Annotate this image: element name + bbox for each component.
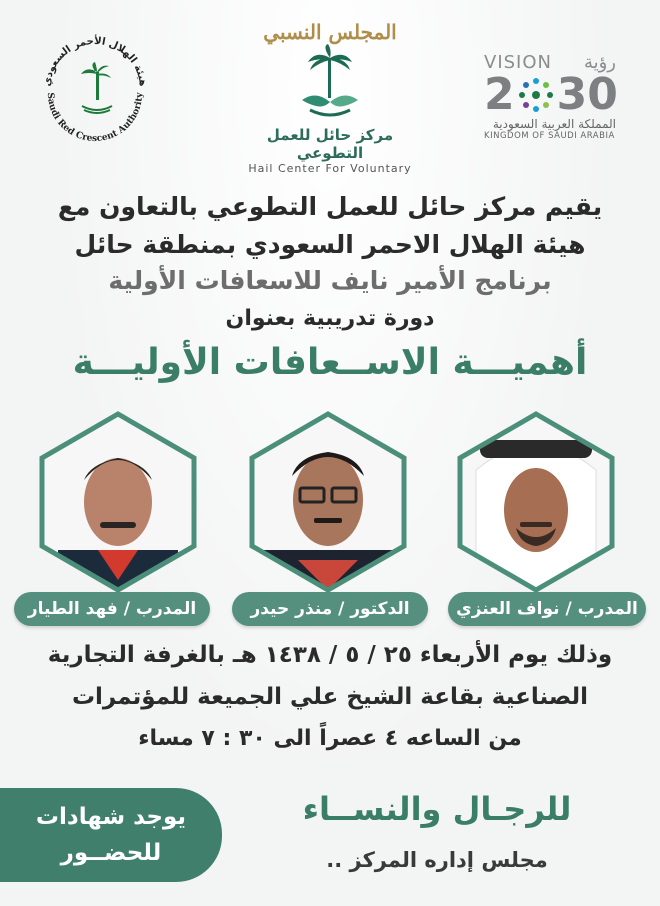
intro-line-4: دورة تدريبية بعنوان [225, 306, 435, 331]
red-crescent-arabic-text: هيئة الهلال الأحمر السعودي [41, 35, 149, 88]
trainer-name-tag-1: المدرب / فهد الطيار [14, 592, 210, 626]
trainer-photo-frame-3 [456, 410, 616, 594]
svg-text:Saudi Red Crescent Authority [45, 92, 145, 144]
signature-text: مجلس إداره المركز .. [326, 848, 548, 872]
badge-line-2: للحضــور [60, 840, 162, 866]
trainer-2-photo [248, 410, 408, 594]
intro-line-3: برنامج الأمير نايف للاسعافات الأولية [108, 266, 552, 295]
red-crescent-english-text: Saudi Red Crescent Authority [44, 92, 146, 145]
palm-hands-icon [290, 44, 370, 124]
hail-center-logo [235, 14, 425, 184]
vision-dots-icon [517, 76, 555, 114]
intro-line-2: هيئة الهلال الاحمر السعودي بمنطقة حائل [74, 230, 586, 259]
trainer-photo-frame-2 [248, 410, 408, 594]
vision-2030-logo [484, 52, 634, 152]
center-logo-calligraphy: المجلس النسبي [263, 20, 397, 44]
vision-year-2: 2 [484, 69, 515, 120]
trainer-3-photo [456, 410, 616, 594]
certificates-badge [0, 788, 222, 882]
details-line-2: الصناعية بقاعة الشيخ علي الجميعة للمؤتمرات [71, 684, 589, 710]
badge-line-1: يوجد شهادات [35, 804, 187, 830]
trainer-photo-frame-1 [38, 410, 198, 594]
svg-text:هيئة الهلال الأحمر السعودي [42, 34, 148, 87]
audience-text: للرجـال والنســاء [302, 790, 572, 828]
details-line-3: من الساعه ٤ عصراً الى ٣٠ : ٧ مساء [138, 726, 522, 751]
vision-kingdom-english: KINGDOM OF SAUDI ARABIA [484, 131, 615, 141]
trainer-1-photo [38, 410, 198, 594]
vision-kingdom-arabic: المملكة العربية السعودية [492, 117, 616, 131]
vision-word-english: VISION [484, 52, 552, 73]
red-crescent-logo [30, 24, 160, 154]
center-name-english: Hail Center For Voluntary [248, 162, 412, 175]
center-name-arabic: مركز حائل للعمل التطوعي [266, 126, 394, 162]
course-title: أهميـــة الاســعافات الأوليـــة [72, 342, 588, 383]
trainer-name-tag-3: المدرب / نواف العنزي [448, 592, 646, 626]
details-line-1: وذلك يوم الأربعاء ٢٥ / ٥ / ١٤٣٨ هـ بالغرفة التجارية [47, 642, 613, 668]
vision-year-30: 30 [556, 69, 618, 120]
intro-line-1: يقيم مركز حائل للعمل التطوعي بالتعاون مع [57, 192, 603, 221]
vision-word-arabic: رؤية [583, 52, 616, 73]
trainer-name-tag-2: الدكتور / منذر حيدر [232, 592, 428, 626]
